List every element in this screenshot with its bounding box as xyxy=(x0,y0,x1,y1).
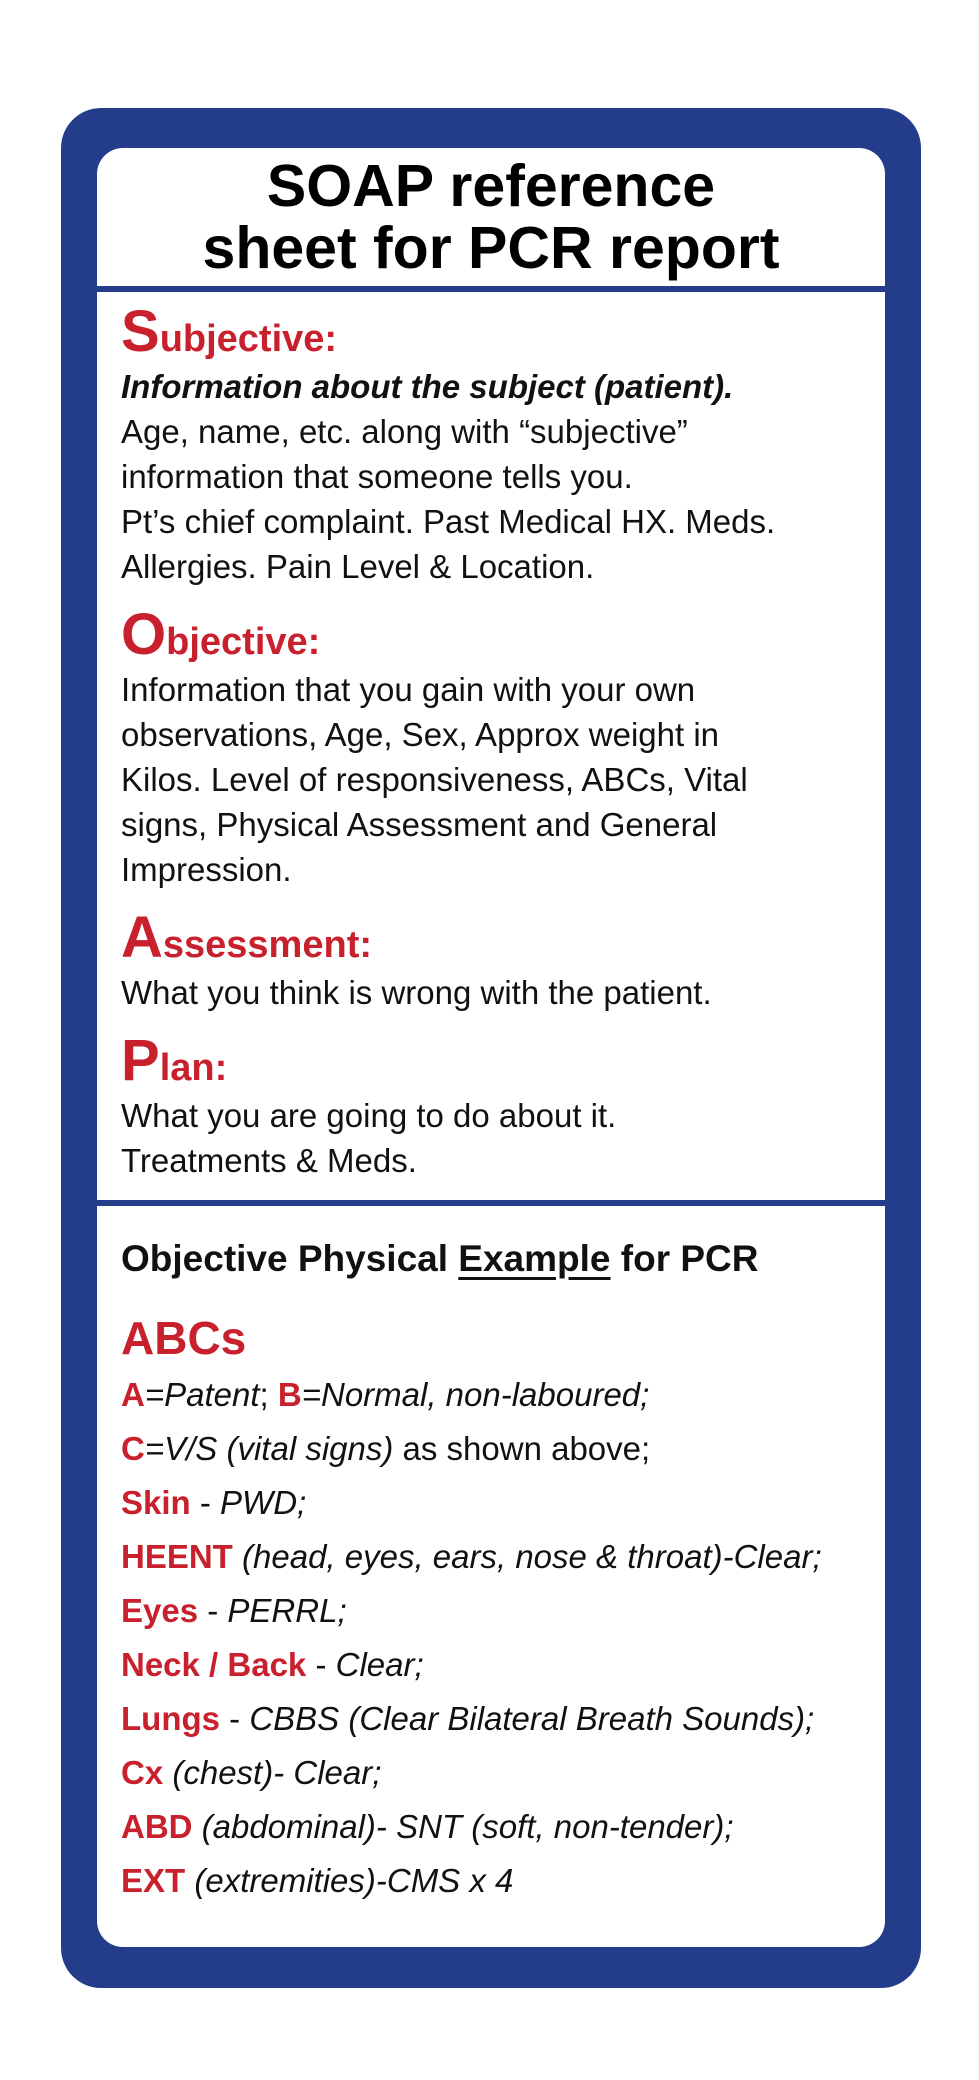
exam-sep xyxy=(233,1538,242,1575)
exam-value: PWD; xyxy=(220,1484,307,1521)
subjective-body xyxy=(121,364,861,589)
exam-key: A xyxy=(121,1376,145,1413)
soap-section xyxy=(97,292,885,1200)
assessment-label: ssessment: xyxy=(162,924,373,966)
exam-sep: - xyxy=(190,1484,221,1521)
subjective-letter: S xyxy=(121,299,160,364)
exam-key: EXT xyxy=(121,1862,186,1899)
exam-value: (extremities)-CMS x 4 xyxy=(194,1862,514,1899)
exam-row-neck-back xyxy=(121,1638,861,1692)
exam-key: B xyxy=(277,1376,302,1413)
exam-value: (abdominal)- SNT (soft, non-tender); xyxy=(201,1808,734,1845)
exam-value: (chest)- Clear; xyxy=(172,1754,382,1791)
physical-title-pre: Objective Physical xyxy=(121,1238,459,1279)
plan-body xyxy=(121,1093,861,1183)
plan-line: What you are going to do about it. xyxy=(121,1097,617,1134)
objective-line: signs, Physical Assessment and General xyxy=(121,806,718,843)
exam-row-skin xyxy=(121,1476,861,1530)
exam-sep xyxy=(193,1808,202,1845)
card-header xyxy=(97,148,885,292)
exam-sep: - xyxy=(306,1646,336,1683)
exam-value: =Normal, non-laboured; xyxy=(301,1376,650,1413)
objective-body xyxy=(121,667,861,892)
exam-key: Cx xyxy=(121,1754,164,1791)
exam-value: CBBS (Clear Bilateral Breath Sounds); xyxy=(249,1700,815,1737)
reference-card xyxy=(61,108,921,1988)
exam-sep xyxy=(163,1754,172,1791)
objective-letter: O xyxy=(121,602,167,667)
subjective-line: Allergies. Pain Level & Location. xyxy=(121,548,595,585)
objective-line: Impression. xyxy=(121,851,292,888)
subjective-line: Age, name, etc. along with “subjective” xyxy=(121,413,688,450)
exam-row-extremities xyxy=(121,1854,861,1908)
assessment-heading xyxy=(121,906,861,970)
exam-row-airway-breathing xyxy=(121,1368,861,1422)
plan-letter: P xyxy=(121,1028,160,1093)
exam-key: Skin xyxy=(121,1484,191,1521)
assessment-letter: A xyxy=(121,905,163,970)
plan-heading xyxy=(121,1029,861,1093)
card-inner xyxy=(97,148,885,1947)
exam-row-circulation xyxy=(121,1422,861,1476)
exam-sep: - xyxy=(219,1700,250,1737)
assessment-section xyxy=(121,906,861,1015)
exam-key: Lungs xyxy=(121,1700,220,1737)
exam-key: ABD xyxy=(121,1808,193,1845)
exam-row-abdominal xyxy=(121,1800,861,1854)
objective-section xyxy=(121,603,861,892)
exam-row-chest xyxy=(121,1746,861,1800)
plan-section xyxy=(121,1029,861,1183)
subjective-label: ubjective: xyxy=(159,318,338,360)
subjective-heading xyxy=(121,300,861,364)
objective-heading xyxy=(121,603,861,667)
subjective-line: Pt’s chief complaint. Past Medical HX. Meds. xyxy=(121,503,776,540)
exam-row-heent xyxy=(121,1530,861,1584)
plan-label: lan: xyxy=(159,1047,228,1089)
exam-sep: as shown above; xyxy=(393,1430,651,1467)
title-line-1: SOAP reference xyxy=(266,153,716,219)
exam-key: Neck / Back xyxy=(121,1646,307,1683)
objective-line: Information that you gain with your own xyxy=(121,671,696,708)
exam-key: Eyes xyxy=(121,1592,199,1629)
objective-line: Kilos. Level of responsiveness, ABCs, Vital xyxy=(121,761,748,798)
exam-sep: ; xyxy=(259,1376,278,1413)
exam-key: C xyxy=(121,1430,145,1467)
physical-title-underlined: Example xyxy=(458,1238,611,1279)
physical-title-post: for PCR xyxy=(610,1238,759,1279)
exam-value: =V/S (vital signs) xyxy=(144,1430,394,1467)
exam-value: (head, eyes, ears, nose & throat)-Clear; xyxy=(242,1538,822,1575)
plan-line: Treatments & Meds. xyxy=(121,1142,417,1179)
subjective-section xyxy=(121,300,861,589)
physical-example-title xyxy=(121,1232,861,1286)
exam-key: HEENT xyxy=(121,1538,233,1575)
exam-row-eyes xyxy=(121,1584,861,1638)
objective-label: bjective: xyxy=(166,621,321,663)
exam-row-lungs xyxy=(121,1692,861,1746)
subjective-line: information that someone tells you. xyxy=(121,458,633,495)
exam-value: Clear; xyxy=(335,1646,424,1683)
subjective-lead: Information about the subject (patient). xyxy=(121,368,734,405)
exam-sep: - xyxy=(198,1592,228,1629)
assessment-body xyxy=(121,970,861,1015)
objective-line: observations, Age, Sex, Approx weight in xyxy=(121,716,720,753)
exam-value: =Patent xyxy=(144,1376,260,1413)
assessment-line: What you think is wrong with the patient. xyxy=(121,974,712,1011)
exam-value: PERRL; xyxy=(227,1592,347,1629)
physical-example-section xyxy=(97,1206,885,1908)
abcs-heading: ABCs xyxy=(121,1312,247,1364)
exam-sep xyxy=(185,1862,194,1899)
title-line-2: sheet for PCR report xyxy=(202,215,780,281)
